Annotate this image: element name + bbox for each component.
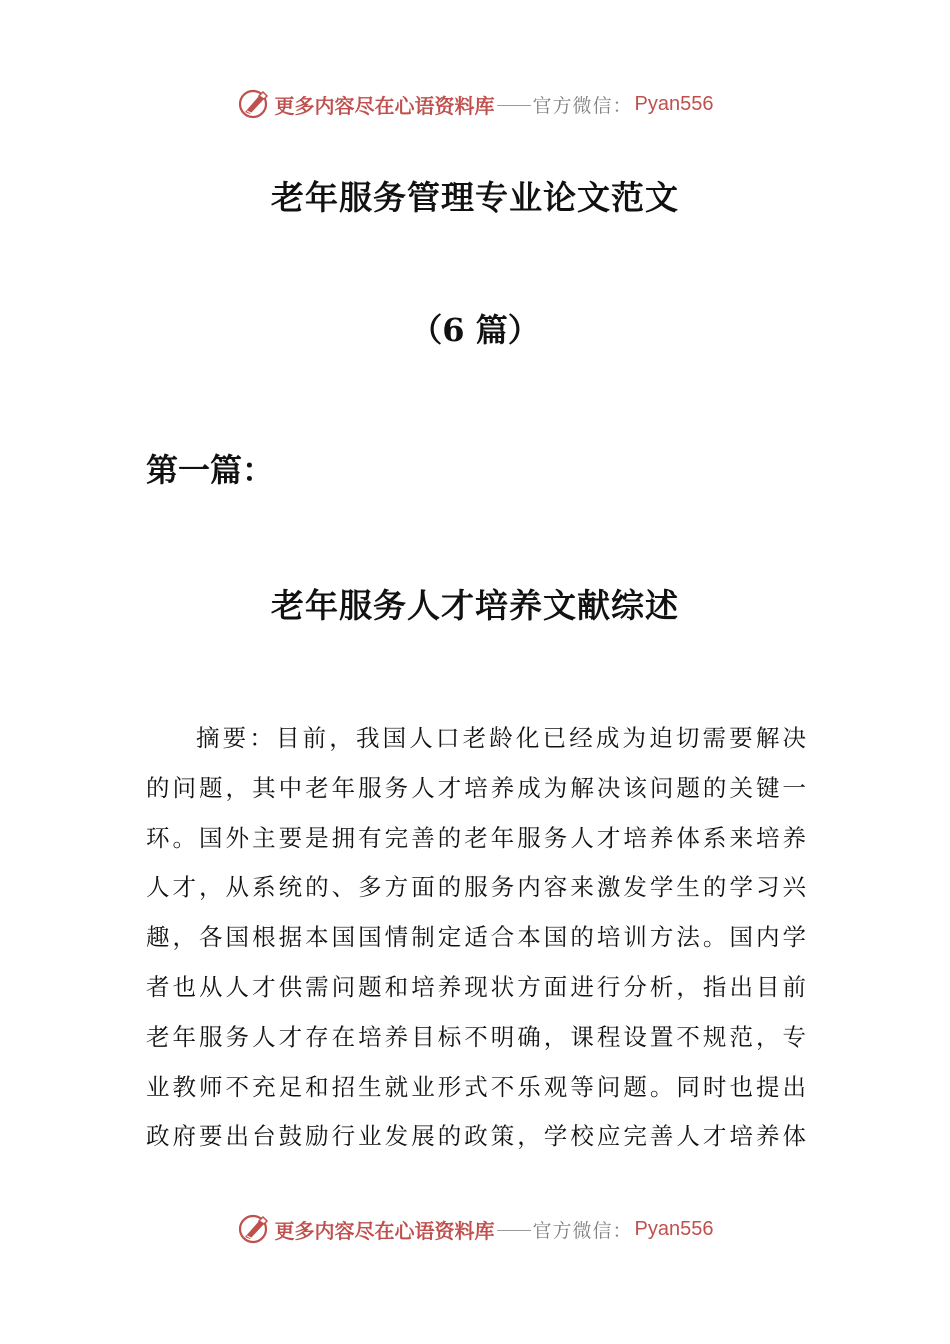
abstract-line: 人才，从系统的、多方面的服务内容来激发学生的学习兴 — [146, 873, 806, 902]
document-subtitle: （6 篇） — [410, 311, 540, 349]
abstract-line: 业教师不充足和招生就业形式不乐观等问题。同时也提出 — [146, 1072, 806, 1101]
watermark-brand-text: 更多内容尽在心语资料库 — [274, 1218, 495, 1243]
document-title: 老年服务管理专业论文范文 — [271, 178, 679, 217]
part-heading: 第一篇： — [146, 451, 275, 489]
pen-nib-logo-icon — [237, 87, 271, 121]
watermark-group — [237, 1212, 714, 1246]
watermark-brand-text: 更多内容尽在心语资料库 — [274, 93, 495, 118]
watermark-dash — [497, 105, 531, 106]
abstract-line: 环。国外主要是拥有完善的老年服务人才培养体系来培养 — [146, 823, 806, 852]
abstract-line: 者也从人才供需问题和培养现状方面进行分析，指出目前 — [146, 972, 806, 1001]
abstract-paragraph — [146, 714, 806, 1162]
footer-watermark — [0, 1209, 950, 1249]
watermark-contact-label: 官方微信： — [532, 94, 633, 117]
watermark-handle: Pyan556 — [634, 1217, 714, 1240]
watermark-dash — [497, 1230, 531, 1231]
abstract-line: 政府要出台鼓励行业发展的政策，学校应完善人才培养体 — [146, 1122, 806, 1151]
watermark-contact-label: 官方微信： — [532, 1219, 633, 1242]
watermark-group — [237, 87, 714, 121]
article-title: 老年服务人才培养文献综述 — [271, 586, 679, 625]
abstract-line: 老年服务人才存在培养目标不明确，课程设置不规范，专 — [146, 1022, 806, 1051]
abstract-line: 摘要：目前，我国人口老龄化已经成为迫切需要解决 — [196, 724, 806, 752]
header-watermark — [0, 84, 950, 124]
pen-nib-logo-icon — [237, 1212, 271, 1246]
abstract-line: 趣，各国根据本国国情制定适合本国的培训方法。国内学 — [146, 923, 806, 952]
watermark-handle: Pyan556 — [634, 92, 714, 115]
abstract-line: 的问题，其中老年服务人才培养成为解决该问题的关键一 — [146, 773, 806, 802]
